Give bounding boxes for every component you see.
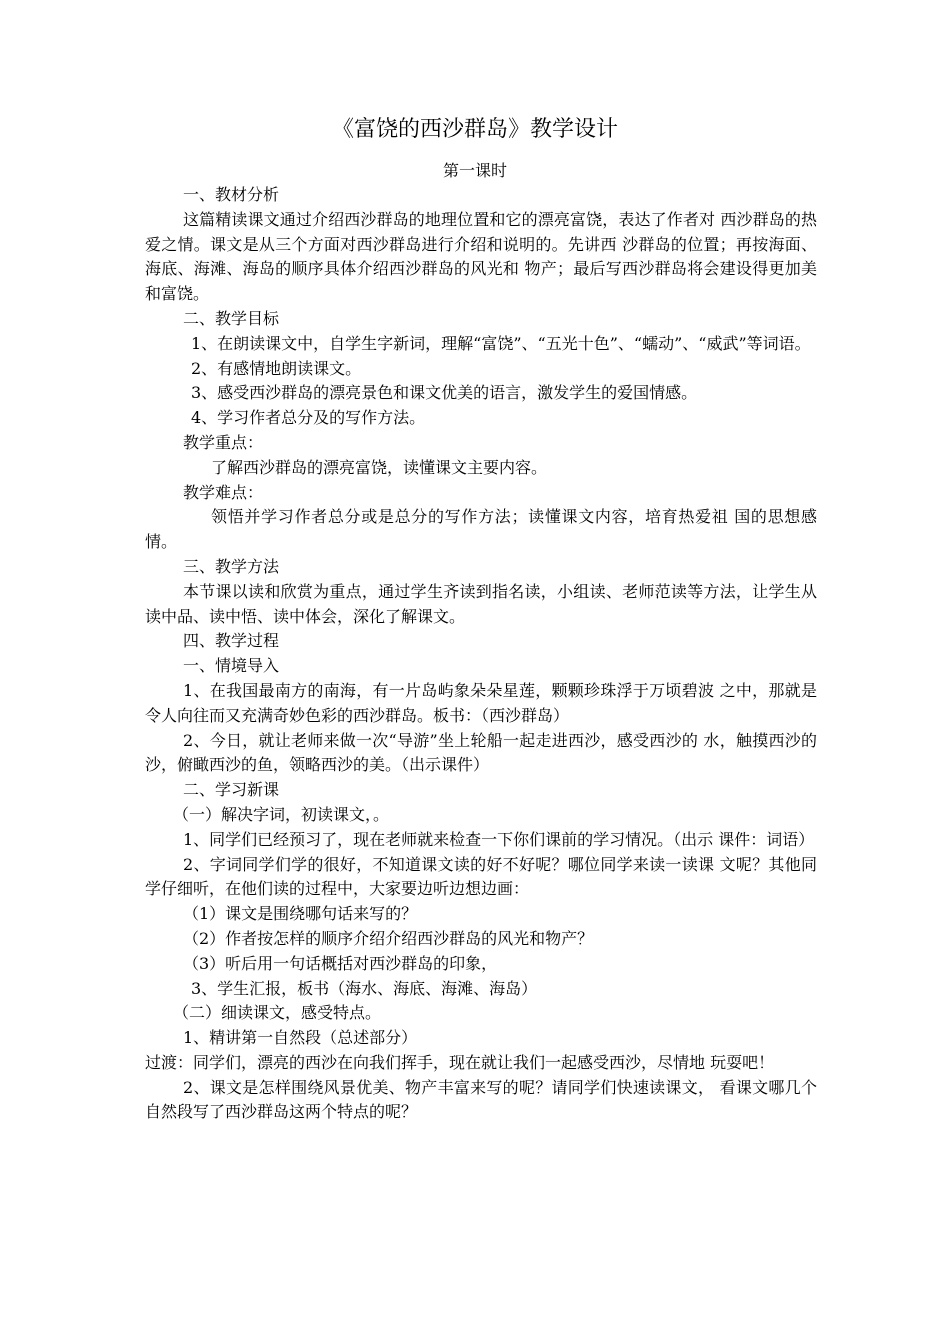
heading-difficulties: 教学难点：: [183, 482, 264, 502]
subheading-close-reading: （二）细读课文，感受特点。: [173, 1003, 382, 1023]
heading-material-analysis: 一、教材分析: [183, 185, 280, 204]
question-3: （3）听后用一句话概括对西沙群岛的印象，: [183, 953, 498, 973]
vocab-item-1: 1、同学们已经预习了，现在老师就来检查一下你们课前的学习情况。（出示 课件：词语）: [183, 829, 815, 849]
goal-item-4: 4、学习作者总分及的写作方法。: [191, 408, 426, 428]
reading-item-1: 1、精讲第一自然段（总述部分）: [183, 1028, 418, 1048]
goal-item-2: 2、有感情地朗读课文。: [191, 358, 362, 378]
intro-item-1: 1、在我国最南方的南海，有一片岛屿象朵朵星莲，颗颗珍珠浮于万顷碧波 之中，那就是令人向往而又充满奇妙色彩的西沙群岛。板书：（西沙群岛）: [145, 680, 817, 725]
paragraph-teaching-methods: 本节课以读和欣赏为重点，通过学生齐读到指名读，小组读、老师范读等方法，让学生从读中品、读中悟、读中体会，深化了解课文。: [145, 581, 817, 626]
vocab-item-3: 3、学生汇报，板书（海水、海底、海滩、海岛）: [191, 978, 538, 998]
transition-paragraph: 过渡：同学们，漂亮的西沙在向我们挥手，现在就让我们一起感受西沙，尽情地 玩耍吧！: [145, 1052, 775, 1072]
paragraph-key-points: 了解西沙群岛的漂亮富饶，读懂课文主要内容。: [211, 457, 548, 477]
heading-new-lesson: 二、学习新课: [183, 780, 280, 800]
reading-item-2: 2、课文是怎样围绕风景优美、物产丰富来写的呢？请同学们快速读课文， 看课文哪几个自然段写了西沙群岛这两个特点的呢？: [145, 1077, 817, 1122]
vocab-item-2: 2、字词同学们学的很好，不知道课文读的好不好呢？哪位同学来读一读课 文呢？其他同学仔细听，在他们读的过程中，大家要边听边想边画：: [145, 854, 817, 899]
paragraph-material-analysis: 这篇精读课文通过介绍西沙群岛的地理位置和它的漂亮富饶，表达了作者对 西沙群岛的热爱之情。课文是从三个方面对西沙群岛进行介绍和说明的。先讲西 沙群岛的位置；再按海面、海底、海滩、海岛的顺序具体介绍西沙群岛的风光和 物产；最后写西沙群岛将会建设得更加美和富饶。: [145, 209, 817, 304]
heading-scene-intro: 一、情境导入: [183, 656, 280, 676]
question-2: （2）作者按怎样的顺序介绍介绍西沙群岛的风光和物产？: [183, 928, 594, 948]
subheading-vocabulary: （一）解决字词，初读课文，。: [173, 804, 390, 824]
goal-item-3: 3、感受西沙群岛的漂亮景色和课文优美的语言，激发学生的爱国情感。: [191, 383, 698, 403]
heading-teaching-process: 四、教学过程: [183, 631, 280, 651]
document-title: 《富饶的西沙群岛》教学设计: [331, 117, 618, 142]
paragraph-difficulties: 领悟并学习作者总分或是总分的写作方法；读懂课文内容，培育热爱祖 国的思想感情。: [145, 507, 817, 552]
heading-teaching-goals: 二、教学目标: [183, 308, 280, 328]
heading-teaching-methods: 三、教学方法: [183, 556, 280, 576]
heading-key-points: 教学重点：: [183, 432, 264, 452]
goal-item-1: 1、在朗读课文中，自学生字新词，理解“富饶”、“五光十色”、“蠕动”、“威武”等词语。: [191, 333, 811, 353]
intro-item-2: 2、今日，就让老师来做一次“导游”坐上轮船一起走进西沙，感受西沙的 水，触摸西沙的沙，俯瞰西沙的鱼，领略西沙的美。（出示课件）: [145, 730, 817, 775]
document-body: [145, 183, 817, 1125]
question-1: （1）课文是围绕哪句话来写的？: [183, 904, 418, 924]
lesson-subtitle: 第一课时: [442, 161, 507, 180]
